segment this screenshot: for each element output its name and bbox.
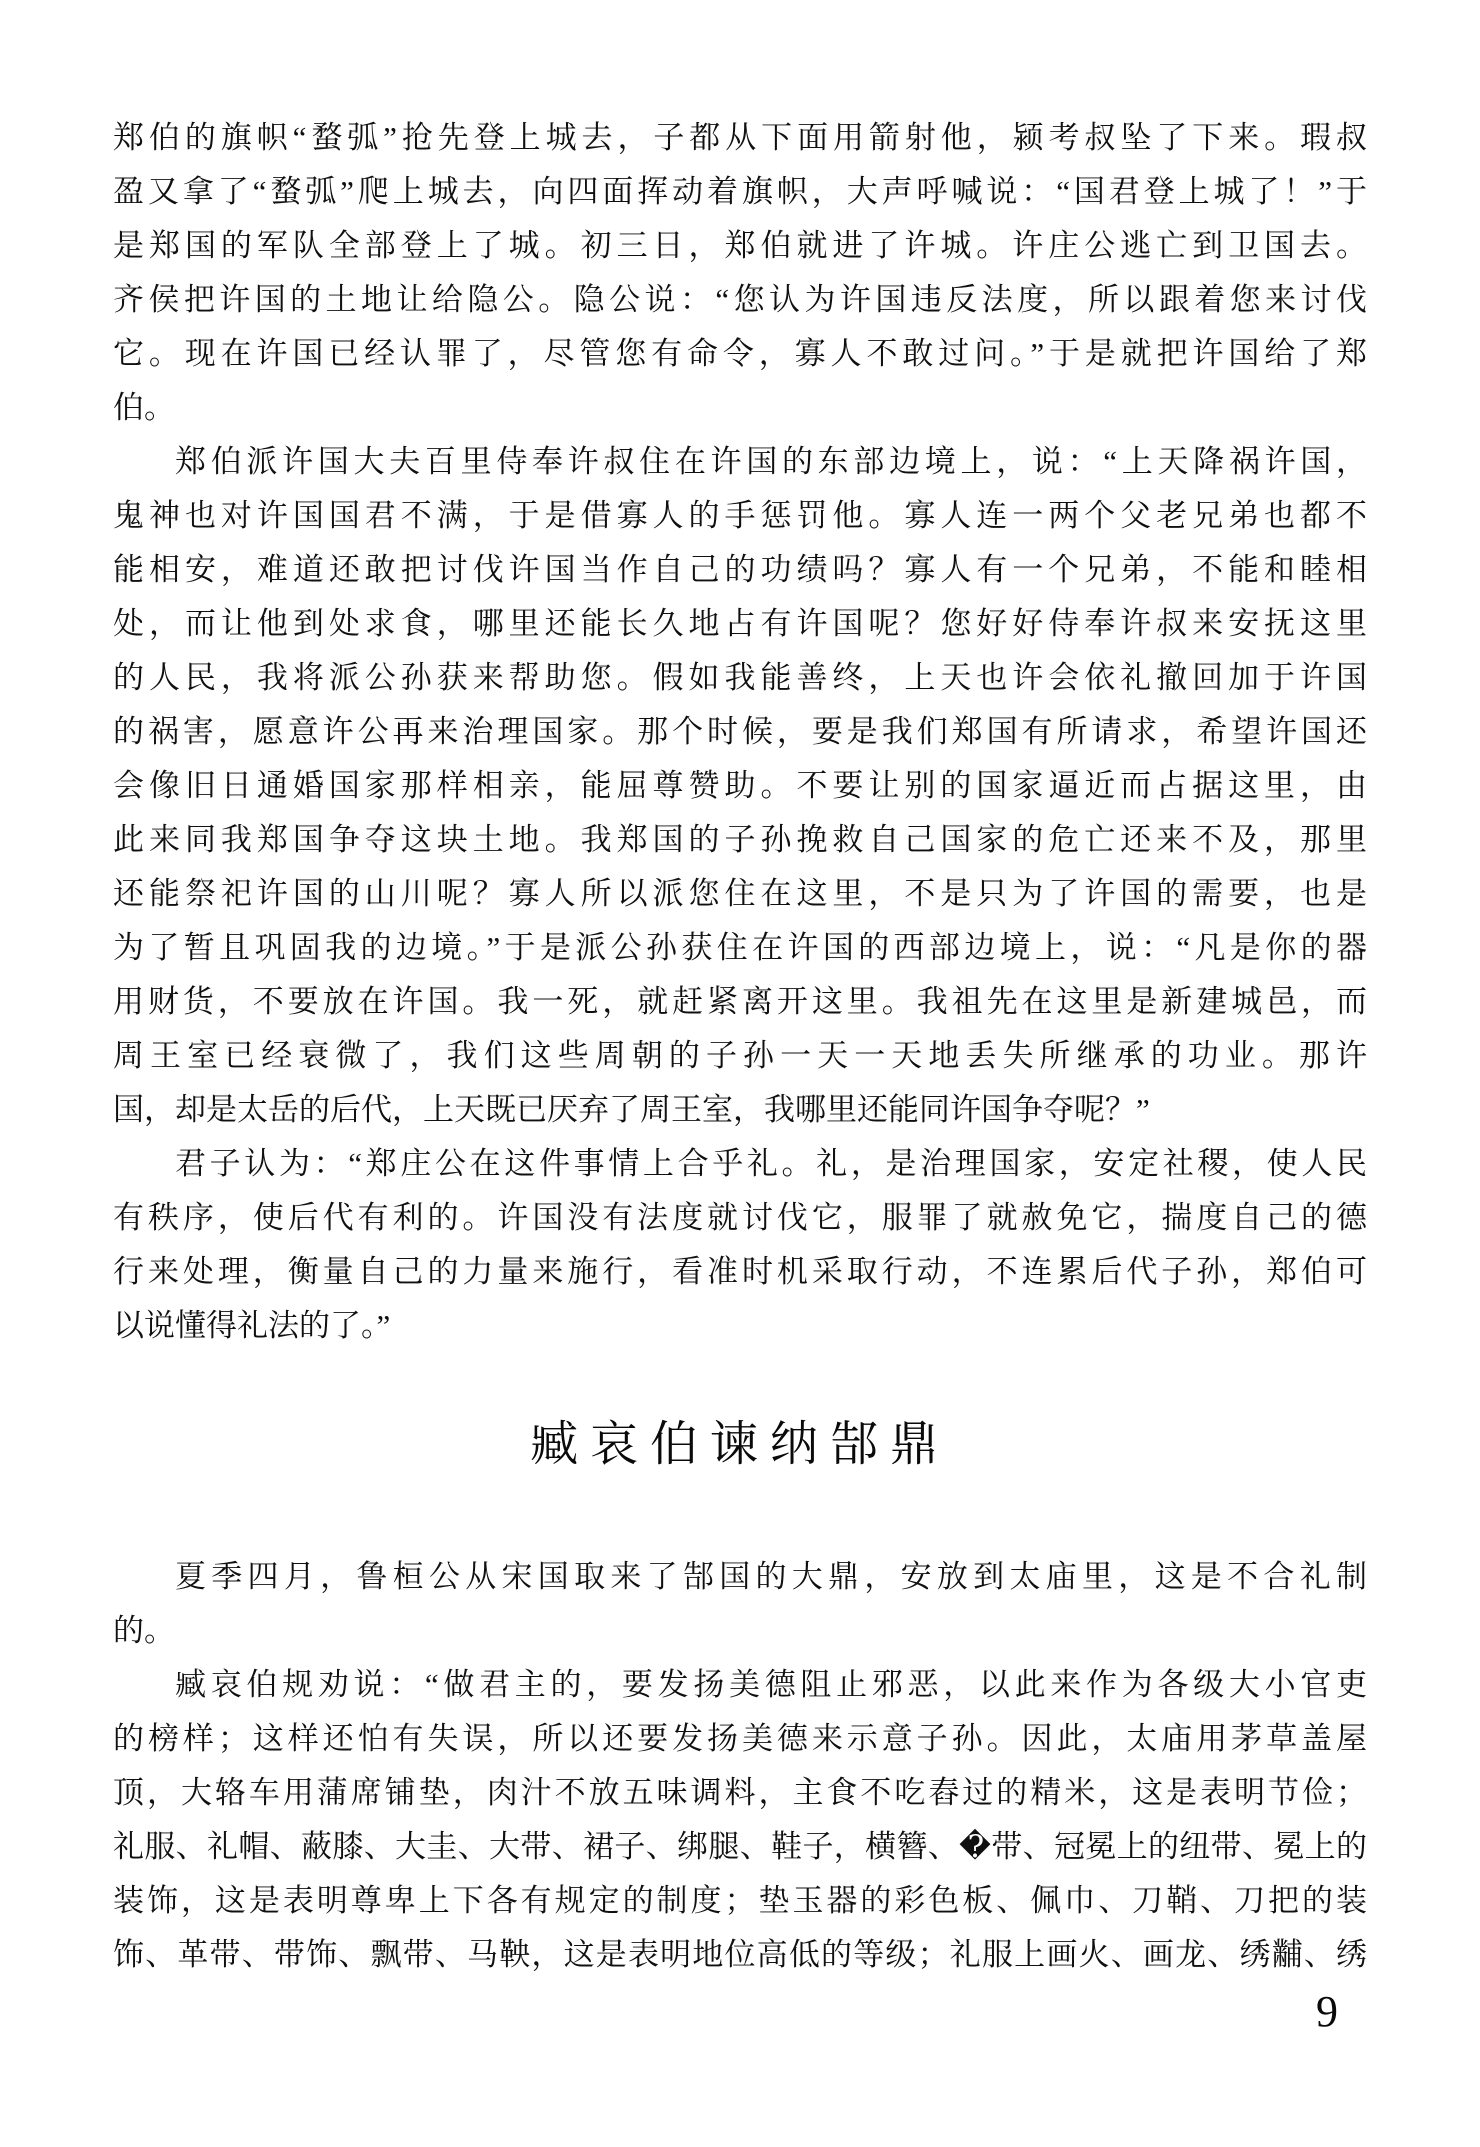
paragraph [113, 435, 1367, 1137]
text-line: 饰、革带、带饰、飘带、马鞅，这是表明地位高低的等级；礼服上画火、画龙、绣黼、绣 [113, 1937, 1367, 1972]
text-line: 齐侯把许国的土地让给隐公。隐公说：“您认为许国违反法度，所以跟着您来讨伐 [113, 282, 1367, 317]
text-body [113, 111, 1367, 1982]
text-line: 它。现在许国已经认罪了，尽管您有命令，寡人不敢过问。”于是就把许国给了郑 [113, 336, 1367, 371]
text-line: 的。 [113, 1613, 175, 1648]
text-line: 夏季四月，鲁桓公从宋国取来了郜国的大鼎，安放到太庙里，这是不合礼制 [175, 1559, 1367, 1594]
text-line: 周王室已经衰微了，我们这些周朝的子孙一天一天地丢失所继承的功业。那许 [113, 1038, 1367, 1073]
text-line: 郑伯派许国大夫百里侍奉许叔住在许国的东部边境上，说：“上天降祸许国， [175, 444, 1367, 479]
text-line: 是郑国的军队全部登上了城。初三日，郑伯就进了许城。许庄公逃亡到卫国去。 [113, 228, 1367, 263]
text-line: 礼服、礼帽、蔽膝、大圭、大带、裙子、绑腿、鞋子，横簪、�带、冠冕上的纽带、冕上的 [113, 1829, 1367, 1864]
text-line: 用财货，不要放在许国。我一死，就赶紧离开这里。我祖先在这里是新建城邑，而 [113, 984, 1367, 1019]
text-line: 处，而让他到处求食，哪里还能长久地占有许国呢？您好好侍奉许叔来安抚这里 [113, 606, 1367, 641]
text-line: 为了暂且巩固我的边境。”于是派公孙获住在许国的西部边境上，说：“凡是你的器 [113, 930, 1367, 965]
text-line: 的榜样；这样还怕有失误，所以还要发扬美德来示意子孙。因此，太庙用茅草盖屋 [113, 1721, 1367, 1756]
text-line: 以说懂得礼法的了。” [113, 1308, 391, 1343]
text-line: 行来处理，衡量自己的力量来施行，看准时机采取行动，不连累后代子孙，郑伯可 [113, 1254, 1367, 1289]
text-line: 鬼神也对许国国君不满，于是借寡人的手惩罚他。寡人连一两个父老兄弟也都不 [113, 498, 1367, 533]
text-line: 伯。 [113, 390, 175, 425]
paragraph [113, 1658, 1367, 1982]
text-line: 会像旧日通婚国家那样相亲，能屈尊赞助。不要让别的国家逼近而占据这里，由 [113, 768, 1367, 803]
text-line: 有秩序，使后代有利的。许国没有法度就讨伐它，服罪了就赦免它，揣度自己的德 [113, 1200, 1367, 1235]
text-line: 装饰，这是表明尊卑上下各有规定的制度；垫玉器的彩色板、佩巾、刀鞘、刀把的装 [113, 1883, 1367, 1918]
text-line: 臧哀伯规劝说：“做君主的，要发扬美德阻止邪恶，以此来作为各级大小官吏 [175, 1667, 1367, 1702]
text-line: 此来同我郑国争夺这块土地。我郑国的子孙挽救自己国家的危亡还来不及，那里 [113, 822, 1367, 857]
section-heading: 臧哀伯谏纳郜鼎 [529, 1418, 950, 1471]
text-line: 的祸害，愿意许公再来治理国家。那个时候，要是我们郑国有所请求，希望许国还 [113, 714, 1367, 749]
text-line: 国，却是太岳的后代，上天既已厌弃了周王室，我哪里还能同许国争夺呢？” [113, 1092, 1150, 1127]
page-number: 9 [1316, 1987, 1338, 2036]
paragraph [113, 111, 1367, 435]
text-line: 还能祭祀许国的山川呢？寡人所以派您住在这里，不是只为了许国的需要，也是 [113, 876, 1367, 911]
paragraph [113, 1137, 1367, 1353]
text-line: 能相安，难道还敢把讨伐许国当作自己的功绩吗？寡人有一个兄弟，不能和睦相 [113, 552, 1367, 587]
text-line: 盈又拿了“蝥弧”爬上城去，向四面挥动着旗帜，大声呼喊说：“国君登上城了！”于 [113, 174, 1367, 209]
text-line: 君子认为：“郑庄公在这件事情上合乎礼。礼，是治理国家，安定社稷，使人民 [175, 1146, 1367, 1181]
text-line: 郑伯的旗帜“蝥弧”抢先登上城去，子都从下面用箭射他，颍考叔坠了下来。瑕叔 [113, 120, 1367, 155]
text-line: 的人民，我将派公孙获来帮助您。假如我能善终，上天也许会依礼撤回加于许国 [113, 660, 1367, 695]
paragraph [113, 1550, 1367, 1658]
text-line: 顶，大辂车用蒲席铺垫，肉汁不放五味调料，主食不吃舂过的精米，这是表明节俭； [113, 1775, 1367, 1810]
